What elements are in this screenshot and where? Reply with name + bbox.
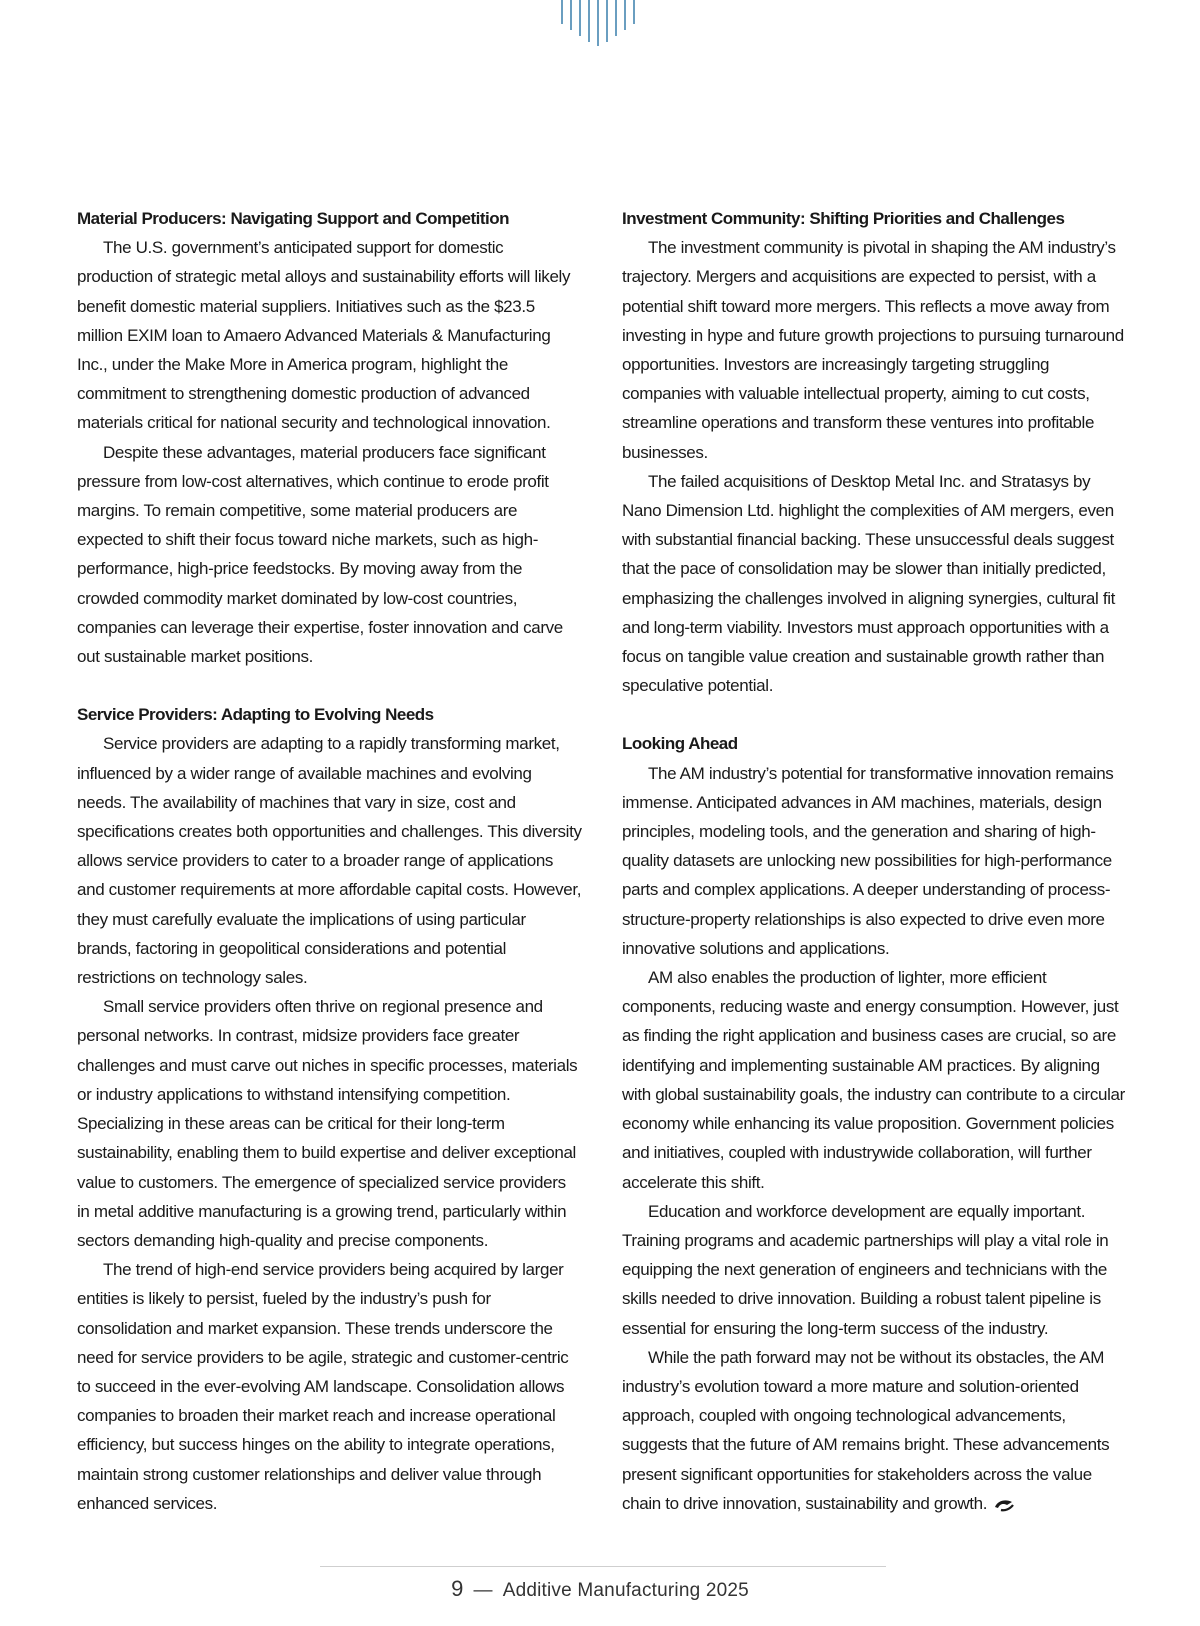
publication-title: Additive Manufacturing 2025 <box>502 1580 749 1601</box>
section-heading: Material Producers: Navigating Support and Competition <box>77 209 510 228</box>
paragraph: Small service providers often thrive on regional presence and personal networks. In contrast, midsize providers face greater challenges and must carve out niches in specific processes, materials or industry applications to withstand intensifying competition. Specializing in these areas can be critical for their long-term sustainability, enabling them to build expertise and deliver exceptional value to customers. The emergence of specialized service providers in metal additive manufacturing is a growing trend, particularly within sectors demanding high-quality and precise components. <box>77 997 578 1250</box>
paragraph-text: While the path forward may not be without its obstacles, the AM industry’s evolution toward a more mature and solution-oriented approach, coupled with ongoing technological advancements, suggests that the future of AM remains bright. These advancements present significant opportunities for stakeholders across the value chain to drive innovation, sustainability and growth. <box>622 1347 1110 1513</box>
section-heading: Investment Community: Shifting Priorities and Challenges <box>622 209 1065 228</box>
left-column <box>77 204 582 1518</box>
paragraph: The AM industry’s potential for transformative innovation remains immense. Anticipated advances in AM machines, materials, design principles, modeling tools, and the generation and sharing of high-quality datasets are unlocking new possibilities for high-performance parts and complex applications. A deeper understanding of process-structure-property relationships is also expected to drive even more innovative solutions and applications. <box>622 763 1114 958</box>
paragraph: Education and workforce development are equally important. Training programs and academic partnerships will play a vital role in equipping the next generation of engineers and technicians with the skills needed to drive innovation. Building a robust talent pipeline is essential for ensuring the long-term success of the industry. <box>622 1201 1109 1338</box>
section-heading: Service Providers: Adapting to Evolving Needs <box>77 705 434 725</box>
article-body <box>77 204 1127 1518</box>
section-investment-community <box>622 204 1127 700</box>
section-heading: Looking Ahead <box>622 734 738 754</box>
paragraph: Service providers are adapting to a rapidly transforming market, influenced by a wider range of available machines and evolving needs. The availability of machines that vary in size, cost and specifications creates both opportunities and challenges. This diversity allows service providers to cater to a broader range of applications and customer requirements at more affordable capital costs. However, they must carefully evaluate the implications of using particular brands, factoring in geopolitical considerations and potential restrictions on technology sales. <box>77 734 582 988</box>
paragraph: The trend of high-end service providers being acquired by larger entities is likely to persist, fueled by the industry’s push for consolidation and market expansion. These trends underscore the need for service providers to be agile, strategic and customer-centric to succeed in the ever-evolving AM landscape. Consolidation allows companies to broaden their market reach and increase operational efficiency, but success hinges on the ability to integrate operations, maintain strong customer relationships and deliver value through enhanced services. <box>77 1260 569 1513</box>
paragraph-final <box>622 1343 1127 1518</box>
paragraph: The U.S. government’s anticipated support for domestic production of strategic metal alloys and sustainability efforts will likely benefit domestic material suppliers. Initiatives such as the $23.5 million EXIM loan to Amaero Advanced Materials & Manufacturing Inc., under the Make More in America program, highlight the commitment to strengthening domestic production of advanced materials critical for national security and technological innovation. <box>77 238 571 433</box>
paragraph: Despite these advantages, material producers face significant pressure from low-cost alternatives, which continue to erode profit margins. To remain competitive, some material producers are expected to shift their focus toward niche markets, such as high-performance, high-price feedstocks. By moving away from the crowded commodity market dominated by low-cost countries, companies can leverage their expertise, foster innovation and carve out sustainable market positions. <box>77 442 563 667</box>
section-service-providers <box>77 700 582 1518</box>
right-column <box>622 204 1127 1518</box>
section-looking-ahead <box>622 729 1127 1517</box>
page-number: 9 <box>451 1576 464 1601</box>
footer-divider <box>320 1566 886 1567</box>
paragraph: The investment community is pivotal in shaping the AM industry’s trajectory. Mergers and acquisitions are expected to persist, with a potential shift toward more mergers. This reflects a move away from investing in hype and future growth projections to pursuing turnaround opportunities. Investors are increasingly targeting struggling companies with valuable intellectual property, aiming to cut costs, streamline operations and transform these ventures into profitable businesses. <box>622 238 1124 462</box>
end-of-article-icon <box>993 1498 1015 1512</box>
page-footer <box>0 1576 1200 1602</box>
section-material-producers <box>77 204 582 671</box>
footer-separator: — <box>473 1580 493 1601</box>
paragraph: AM also enables the production of lighter, more efficient components, reducing waste and energy consumption. However, just as finding the right application and business cases are crucial, so are identifying and implementing sustainable AM practices. By aligning with global sustainability goals, the industry can contribute to a circular economy while enhancing its value proposition. Government policies and initiatives, coupled with industrywide collaboration, will further accelerate this shift. <box>622 968 1125 1192</box>
paragraph: The failed acquisitions of Desktop Metal Inc. and Stratasys by Nano Dimension Ltd. highlight the complexities of AM mergers, even with substantial financial backing. These unsuccessful deals suggest that the pace of consolidation may be slower than initially predicted, emphasizing the challenges involved in aligning synergies, cultural fit and long-term viability. Investors must approach opportunities with a focus on tangible value creation and sustainable growth rather than speculative potential. <box>622 471 1116 696</box>
vertical-lines-icon <box>560 0 640 48</box>
